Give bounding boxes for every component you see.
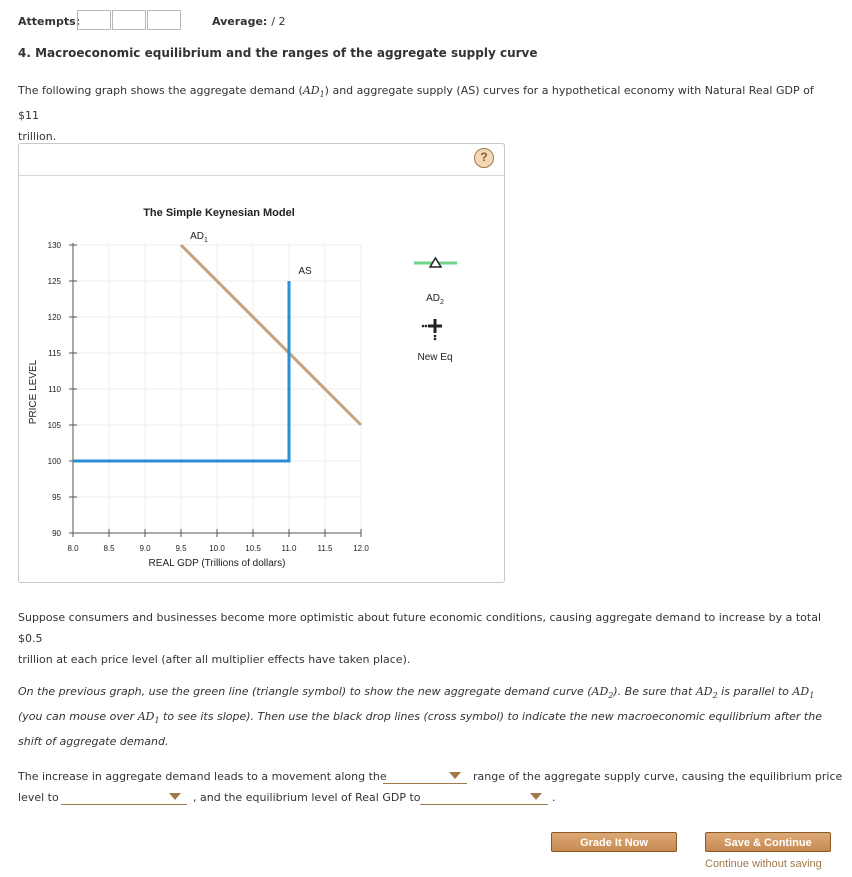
fill-blank-sentence-3: level to (18, 791, 59, 804)
y-tick-label: 115 (48, 349, 61, 358)
fill-blank-period: . (552, 791, 556, 804)
y-tick-label: 100 (47, 457, 61, 466)
x-tick-label: 9.5 (175, 544, 187, 553)
fill-blank-sentence-2: range of the aggregate supply curve, causing the equilibrium price (473, 770, 843, 783)
ad2-tool[interactable] (414, 258, 457, 267)
x-tick-label: 12.0 (353, 544, 369, 553)
ad1-label: $AD_1$ (190, 231, 208, 244)
y-tick-label: 90 (52, 529, 61, 538)
question-title: 4. Macroeconomic equilibrium and the ranges of the aggregate supply curve (18, 46, 538, 60)
y-tick-label: 130 (47, 241, 61, 250)
real-gdp-dropdown[interactable] (420, 790, 548, 805)
average-label: Average: (212, 15, 268, 28)
x-tick-label: 10.0 (209, 544, 225, 553)
new-eq-tool[interactable] (422, 319, 442, 340)
average-value: / 2 (271, 15, 286, 28)
save-continue-button[interactable]: Save & Continue (705, 832, 831, 852)
fill-blank-sentence-4: , and the equilibrium level of Real GDP to (193, 791, 421, 804)
attempts-label: Attempts: (18, 15, 81, 28)
x-tick-label: 8.0 (67, 544, 79, 553)
y-tick-label: 120 (47, 313, 61, 322)
price-level-dropdown[interactable] (61, 790, 187, 805)
x-tick-label: 11.0 (281, 544, 297, 553)
chart-title: The Simple Keynesian Model (143, 207, 295, 219)
intro-text-cont: ) and aggregate supply (AS) curves for a hypothetical economy with Natural Real GDP of $11 (18, 84, 814, 123)
intro-text: The following graph shows the aggregate demand ( (18, 84, 303, 97)
chevron-down-icon (530, 793, 542, 800)
as-range-dropdown[interactable] (383, 769, 467, 784)
x-tick-label: 9.0 (139, 544, 151, 553)
y-tick-label: 125 (47, 277, 61, 286)
fill-blank-sentence: The increase in aggregate demand leads to a movement along the (18, 770, 387, 783)
chart-axes (48, 241, 370, 553)
chevron-down-icon (169, 793, 181, 800)
y-tick-label: 95 (52, 493, 61, 502)
ad1-symbol: $AD_1$ (302, 84, 325, 100)
y-tick-label: 110 (48, 385, 61, 394)
y-tick-label: 105 (47, 421, 61, 430)
x-axis-label: REAL GDP (Trillions of dollars) (148, 558, 286, 569)
chevron-down-icon (449, 772, 461, 779)
x-tick-label: 10.5 (245, 544, 261, 553)
x-tick-label: 11.5 (317, 544, 333, 553)
continue-without-saving-link[interactable]: Continue without saving (705, 858, 822, 870)
help-icon[interactable]: ? (474, 148, 494, 168)
scenario-text: Suppose consumers and businesses become more optimistic about future economic conditions, causing aggregate demand to increase by a total $0.5 trillion at each price level (after all multiplier effects have taken place). (18, 611, 821, 666)
x-tick-label: 8.5 (103, 544, 115, 553)
ad1-curve[interactable] (181, 245, 361, 425)
y-axis-label: PRICE LEVEL (28, 359, 39, 425)
ad2-tool-label: $AD_2$ (426, 293, 444, 306)
new-eq-label: New Eq (417, 352, 453, 363)
intro-text-end: trillion. (18, 130, 57, 144)
instructions-text: On the previous graph, use the green line (triangle symbol) to show the new aggregate demand curve $(AD_2)$. Be sure that $AD_2$ is parallel to $AD_1$ (you can mouse over $AD_1$ to see its slope). Then use the black drop lines (cross symbol) to indicate the new macroeconomic equilibrium after the shift of aggregate demand. (18, 685, 822, 749)
chart-grid (73, 245, 361, 533)
grade-it-now-button[interactable]: Grade It Now (551, 832, 677, 852)
as-label: AS (298, 266, 312, 277)
